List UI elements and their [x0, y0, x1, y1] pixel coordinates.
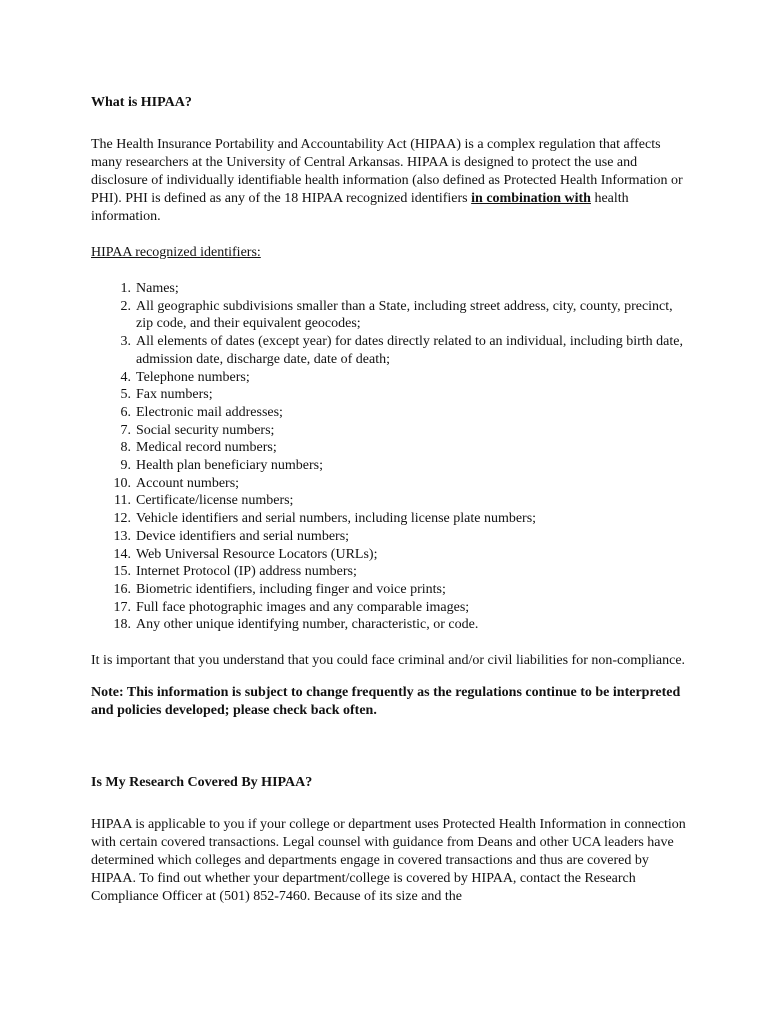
identifier-list-item [91, 333, 691, 368]
identifier-list-item [91, 457, 691, 475]
identifier-text: Account numbers; [136, 475, 240, 491]
identifier-list-item [91, 528, 691, 546]
identifier-number: 11. [114, 493, 131, 509]
identifier-number: 15. [113, 564, 131, 580]
identifier-list-item [91, 510, 691, 528]
identifier-list-item [91, 581, 691, 599]
identifier-number: 12. [113, 511, 131, 527]
liability-paragraph: It is important that you understand that you could face criminal and/or civil liabilities for non-compliance. [91, 653, 686, 669]
identifier-list-item [91, 475, 691, 493]
identifier-number: 5. [120, 387, 131, 403]
identifier-number: 1. [120, 281, 131, 296]
identifier-number: 3. [120, 334, 131, 350]
coverage-paragraph: HIPAA is applicable to you if your college or department uses Protected Health Information in connection with certain covered transactions. Legal counsel with guidance from Deans and other UCA leaders have determined which colleges and departments engage in covered transactions and thus are covered by HIPAA. To find out whether your department/college is covered by HIPAA, contact the Research Compliance Officer at (501) 852-7460. Because of its size and the [91, 817, 686, 905]
intro-text: The Health Insurance Portability and Accountability Act (HIPAA) is a complex regulation that affects many researchers at the University of Central Arkansas. HIPAA is designed to protect the use and disclosure of individually identifiable health information (also defined as Protected Health Information or PHI). PHI is defined as any of the 18 HIPAA recognized identifiers [91, 137, 683, 206]
intro-text-end: health information. [91, 191, 629, 224]
identifier-number: 6. [120, 404, 131, 420]
identifier-list-item [91, 492, 691, 510]
identifier-number: 18. [113, 617, 131, 633]
identifier-list-item [91, 599, 691, 617]
identifier-text: All geographic subdivisions smaller than a State, including street address, city, county, precinct, zip code, and their equivalent geocodes; [136, 298, 673, 332]
identifier-number: 10. [113, 475, 131, 491]
identifier-text: Telephone numbers; [136, 369, 250, 385]
identifier-number: 9. [120, 458, 131, 474]
identifier-number: 13. [113, 528, 131, 544]
identifier-number: 16. [113, 581, 131, 597]
identifier-text: Fax numbers; [136, 387, 213, 403]
identifier-text: Social security numbers; [136, 422, 275, 438]
identifier-text: Device identifiers and serial numbers; [136, 528, 350, 544]
identifier-text: Names; [136, 281, 179, 296]
identifier-list-item [91, 369, 691, 387]
identifier-text: Full face photographic images and any comparable images; [136, 599, 470, 615]
identifier-number: 4. [120, 369, 131, 385]
identifier-list-item [91, 563, 691, 581]
identifier-text: Internet Protocol (IP) address numbers; [136, 564, 357, 580]
identifier-number: 7. [120, 422, 131, 438]
identifier-number: 2. [120, 298, 131, 314]
intro-paragraph [91, 136, 691, 226]
identifier-text: Biometric identifiers, including finger and voice prints; [136, 581, 446, 597]
section-heading-what-is-hipaa: What is HIPAA? [91, 95, 192, 110]
identifier-number: 17. [113, 599, 131, 615]
identifier-list-item [91, 439, 691, 457]
identifier-text: Health plan beneficiary numbers; [136, 458, 323, 474]
identifier-list-item [91, 546, 691, 564]
identifier-text: Web Universal Resource Locators (URLs); [136, 546, 378, 562]
identifier-list-item [91, 422, 691, 440]
identifier-text: Certificate/license numbers; [136, 493, 294, 509]
identifiers-list [91, 280, 691, 634]
identifiers-heading: HIPAA recognized identifiers: [91, 245, 261, 260]
identifier-number: 14. [113, 546, 131, 562]
identifier-text: All elements of dates (except year) for dates directly related to an individual, including birth date, admission date, discharge date, date of death; [136, 334, 683, 367]
section-heading-research-covered: Is My Research Covered By HIPAA? [91, 775, 313, 791]
identifier-text: Electronic mail addresses; [136, 404, 283, 420]
intro-emphasis: in combination with [471, 191, 591, 206]
identifier-text: Medical record numbers; [136, 440, 277, 456]
identifier-number: 8. [120, 440, 131, 456]
identifier-text: Vehicle identifiers and serial numbers, including license plate numbers; [136, 511, 537, 527]
identifier-list-item [91, 298, 691, 333]
document-page [91, 94, 691, 906]
note-paragraph: Note: This information is subject to change frequently as the regulations continue to be interpreted and policies developed; please check back often. [91, 685, 681, 719]
identifier-list-item [91, 386, 691, 404]
identifier-text: Any other unique identifying number, characteristic, or code. [136, 617, 479, 633]
identifier-list-item [91, 616, 691, 634]
identifier-list-item [91, 280, 691, 298]
identifier-list-item [91, 404, 691, 422]
